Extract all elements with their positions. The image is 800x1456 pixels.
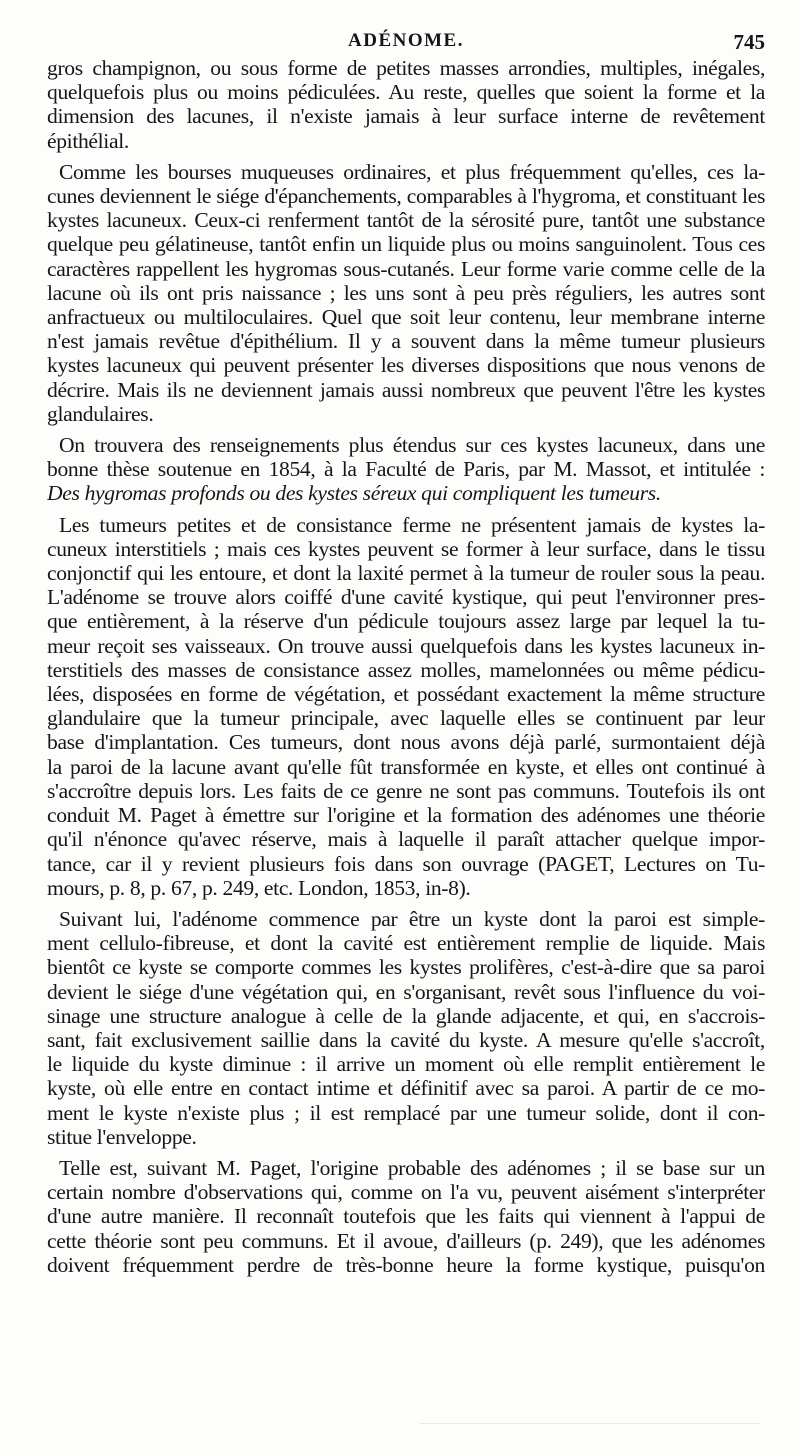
text-line: bonne thèse soutenue en 1854, à la Faculté de Paris, par M. Massot, et intitulée : <box>47 457 765 482</box>
text-line: gros champignon, ou sous forme de petites masses arrondies, multiples, inégales, <box>47 56 765 80</box>
text-line: cette théorie sont peu communs. Et il avoue, d'ailleurs (p. 249), que les adénomes <box>47 1228 765 1253</box>
text-line: lées, disposées en forme de végétation, et possédant exactement la même structure <box>47 682 765 707</box>
text-line: On trouvera des renseignements plus étendus sur ces kystes lacuneux, dans une <box>59 433 765 458</box>
text-line: terstitiels des masses de consistance assez molles, mamelonnées ou même pédicu- <box>47 657 765 682</box>
paragraph <box>47 160 765 426</box>
text-line: glandulaires. <box>47 401 154 426</box>
text-line: n'est jamais revêtue d'épithélium. Il y a souvent dans la même tumeur plusieurs <box>47 329 765 354</box>
text-line: Telle est, suivant M. Paget, l'origine probable des adénomes ; il se base sur un <box>59 1155 765 1180</box>
text-line: doivent fréquemment perdre de très-bonne heure la forme kystique, puisqu'on <box>47 1252 765 1277</box>
text-line: kystes lacuneux qui peuvent présenter les diverses dispositions que nous venons de <box>47 353 765 378</box>
text-line: mours, p. 8, p. 67, p. 249, etc. London, 1853, in-8). <box>47 875 471 900</box>
page-number: 745 <box>733 30 765 54</box>
paragraph <box>47 433 765 506</box>
text-line: sinage une structure analogue à celle de la glande adjacente, et qui, en s'accrois- <box>47 1003 765 1028</box>
text-line: devient le siége d'une végétation qui, en s'organisant, revêt sous l'influence du voi- <box>47 979 765 1004</box>
text-line: certain nombre d'observations qui, comme on l'a vu, peuvent aisément s'interpréter <box>47 1180 765 1205</box>
text-line: base d'implantation. Ces tumeurs, dont nous avons déjà parlé, surmontaient déjà <box>47 730 765 755</box>
running-head <box>47 30 765 56</box>
scan-artifact-rule <box>420 1423 760 1426</box>
text-line: quelque peu gélatineuse, tantôt enfin un liquide plus ou moins sanguinolent. Tous ces <box>47 232 765 257</box>
text-line: quelquefois plus ou moins pédiculées. Au reste, quelles que soient la forme et la <box>47 80 765 105</box>
text-line: sant, fait exclusivement saillie dans la cavité du kyste. A mesure qu'elle s'accroît, <box>47 1027 765 1052</box>
thesis-title: Des hygromas profonds ou des kystes séreux qui compliquent les tumeurs. <box>47 481 661 506</box>
text-line: caractères rappellent les hygromas sous-cutanés. Leur forme varie comme celle de la <box>47 256 765 281</box>
text-line: qu'il n'énonce qu'avec réserve, mais à laquelle il paraît attacher quelque impor- <box>47 827 765 852</box>
body-text <box>47 56 765 1284</box>
text-line: Suivant lui, l'adénome commence par être un kyste dont la paroi est simple- <box>59 906 765 931</box>
text-line: ment cellulo-fibreuse, et dont la cavité est entièrement remplie de liquide. Mais <box>47 931 765 956</box>
text-line: bientôt ce kyste se comporte commes les kystes prolifères, c'est-à-dire que sa paroi <box>47 955 765 980</box>
text-line: la paroi de la lacune avant qu'elle fût transformée en kyste, et elles ont continué à <box>47 754 765 779</box>
text-line: Comme les bourses muqueuses ordinaires, et plus fréquemment qu'elles, ces la- <box>59 159 765 184</box>
paragraph <box>47 56 765 153</box>
text-line: conduit M. Paget à émettre sur l'origine et la formation des adénomes une théorie <box>47 803 765 828</box>
text-line: le liquide du kyste diminue : il arrive un moment où elle remplit entièrement le <box>47 1052 765 1077</box>
text-line: stitue l'enveloppe. <box>47 1124 197 1149</box>
text-line: décrire. Mais ils ne deviennent jamais aussi nombreux que peuvent l'être les kystes <box>47 377 765 402</box>
text-line: kyste, où elle entre en contact intime et définitif avec sa paroi. A partir de ce mo- <box>47 1076 765 1101</box>
text-line: dimension des lacunes, il n'existe jamais à leur surface interne de revêtement <box>47 104 765 129</box>
text-line: glandulaire que la tumeur principale, avec laquelle elles se continuent par leur <box>47 706 765 731</box>
text-line: meur reçoit ses vaisseaux. On trouve aussi quelquefois dans les kystes lacuneux in- <box>47 633 765 658</box>
text-line: cunes deviennent le siége d'épanchements, comparables à l'hygroma, et constituant les <box>47 184 765 209</box>
text-line: conjonctif qui les entoure, et dont la laxité permet à la tumeur de rouler sous la peau. <box>47 561 765 586</box>
text-line: d'une autre manière. Il reconnaît toutefois que les faits qui viennent à l'appui de <box>47 1204 765 1229</box>
text-line: lacune où ils ont pris naissance ; les uns sont à peu près réguliers, les autres sont <box>47 280 765 305</box>
text-line: tance, car il y revient plusieurs fois dans son ouvrage (PAGET, Lectures on Tu- <box>47 851 765 876</box>
text-line: kystes lacuneux. Ceux-ci renferment tantôt de la sérosité pure, tantôt une substance <box>47 208 765 233</box>
text-line: L'adénome se trouve alors coiffé d'une cavité kystique, qui peut l'environner pres- <box>47 585 765 610</box>
text-line: que entièrement, à la réserve d'un pédicule toujours assez large par lequel la tu- <box>47 609 765 634</box>
paragraph <box>47 1156 765 1277</box>
running-title: ADÉNOME. <box>348 30 464 51</box>
text-line: anfractueux ou multiloculaires. Quel que soit leur contenu, leur membrane interne <box>47 305 765 330</box>
paragraph <box>47 907 765 1149</box>
text-line: Les tumeurs petites et de consistance ferme ne présentent jamais de kystes la- <box>59 512 765 537</box>
paragraph <box>47 513 765 900</box>
text-line: épithélial. <box>47 128 129 153</box>
text-line: cuneux interstitiels ; mais ces kystes peuvent se former à leur surface, dans le tissu <box>47 536 765 561</box>
text-line: ment le kyste n'existe plus ; il est remplacé par une tumeur solide, dont il con- <box>47 1100 765 1125</box>
text-line: s'accroître depuis lors. Les faits de ce genre ne sont pas communs. Toutefois ils ont <box>47 778 765 803</box>
